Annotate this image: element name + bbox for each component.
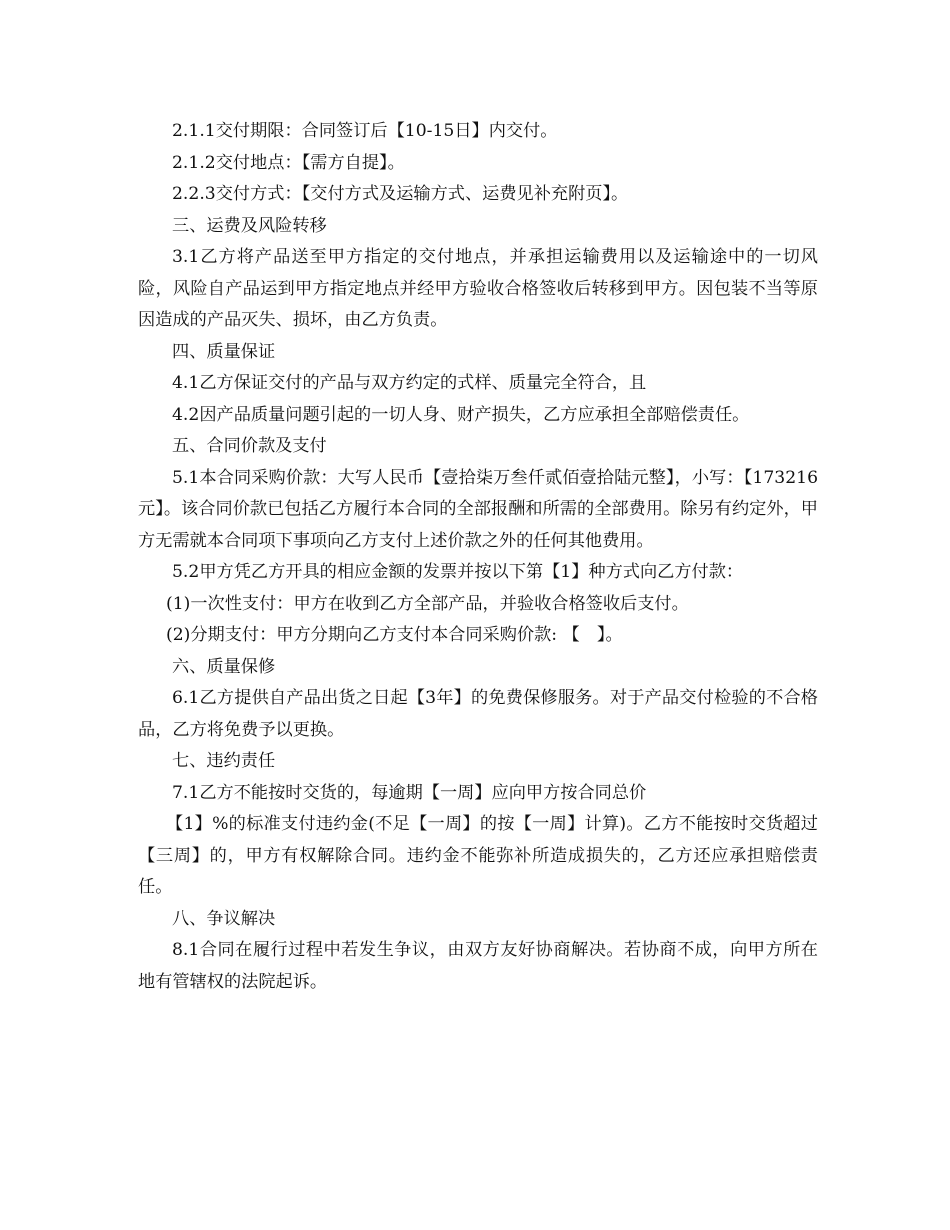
payment-option-2: (2)分期支付：甲方分期向乙方支付本合同采购价款: 【 】。 (166, 625, 623, 645)
clause-2-1-1: 2.1.1交付期限：合同签订后【10-15日】内交付。 (172, 121, 558, 141)
clause-5-2: 5.2甲方凭乙方开具的相应金额的发票并按以下第【1】种方式向乙方付款： (172, 562, 744, 582)
clause-4-1: 4.1乙方保证交付的产品与双方约定的式样、质量完全符合，且 (172, 373, 647, 393)
clause-7-1: 7.1乙方不能按时交货的，每逾期【一周】应向甲方按合同总价 (172, 782, 647, 803)
clause-6-1: 6.1乙方提供自产品出货之日起【3年】的免费保修服务。对于产品交付检验的不合格品，乙方将免费予以更换。 (138, 688, 818, 740)
clause-2-2-3: 2.2.3交付方式：【交付方式及运输方式、运费见补充附页】。 (172, 184, 629, 204)
section-heading-6: 六、质量保修 (172, 656, 276, 677)
clause-5-1: 5.1本合同采购价款：大写人民币【壹拾柒万叁仟贰佰壹拾陆元整】，小写：【173216元】。该合同价款已包括乙方履行本合同的全部报酬和所需的全部费用。除另有约定外，甲方无需就本合同项下事项向乙方支付上述价款之外的任何其他费用。 (138, 467, 818, 551)
clause-3-1: 3.1乙方将产品送至甲方指定的交付地点，并承担运输费用以及运输途中的一切风险，风险自产品运到甲方指定地点并经甲方验收合格签收后转移到甲方。因包装不当等原因造成的产品灭失、损坏，由乙方负责。 (138, 247, 818, 330)
section-heading-5: 五、合同价款及支付 (172, 436, 327, 456)
clause-2-1-2: 2.1.2交付地点：【需方自提】。 (172, 152, 405, 173)
section-heading-7: 七、违约责任 (172, 751, 276, 771)
clause-8-1: 8.1合同在履行过程中若发生争议，由双方友好协商解决。若协商不成，向甲方所在地有管辖权的法院起诉。 (138, 940, 818, 992)
contract-body (138, 116, 818, 998)
clause-4-2: 4.2因产品质量问题引起的一切人身、财产损失，乙方应承担全部赔偿责任。 (172, 404, 750, 425)
payment-option-1: (1)一次性支付：甲方在收到乙方全部产品，并验收合格签收后支付。 (166, 593, 689, 614)
clause-7-1-continued: 【1】%的标准支付违约金(不足【一周】的按【一周】计算)。乙方不能按时交货超过【三周】的，甲方有权解除合同。违约金不能弥补所造成损失的，乙方还应承担赔偿责任。 (138, 814, 818, 897)
section-heading-3: 三、运费及风险转移 (172, 215, 327, 236)
section-heading-8: 八、争议解决 (172, 908, 276, 929)
section-heading-4: 四、质量保证 (172, 341, 276, 362)
